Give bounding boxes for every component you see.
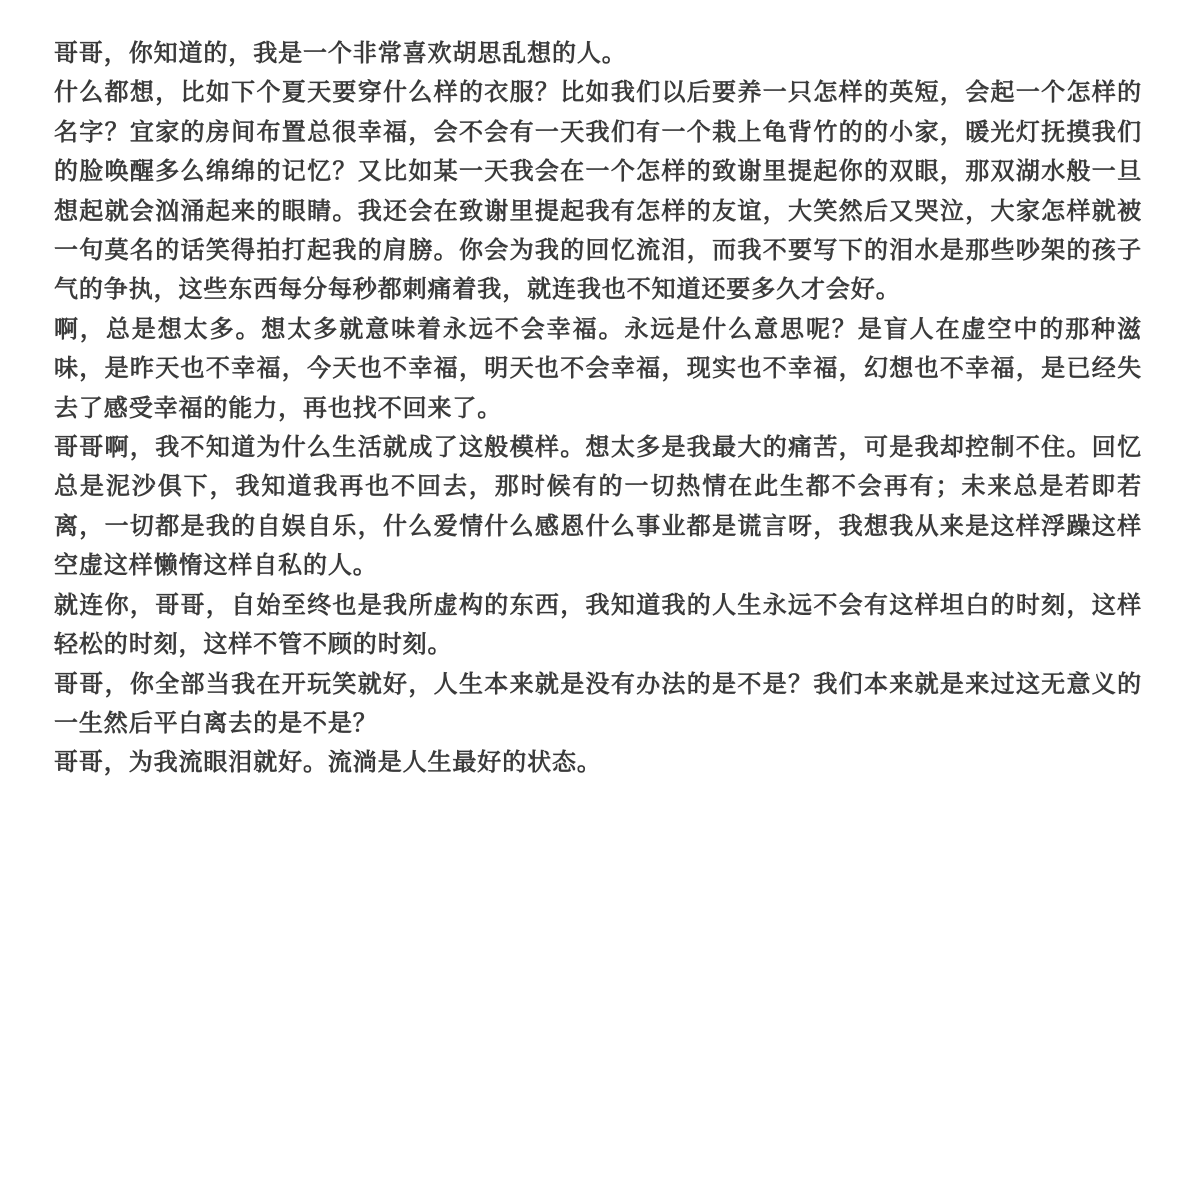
paragraph-3: 啊，总是想太多。想太多就意味着永远不会幸福。永远是什么意思呢？是盲人在虚空中的那种滋味，是昨天也不幸福，今天也不幸福，明天也不会幸福，现实也不幸福，幻想也不幸福，是已经失去了感受幸福的能力，再也找不回来了。 [54, 314, 1142, 422]
paragraph-7: 哥哥，为我流眼泪就好。流淌是人生最好的状态。 [54, 748, 602, 777]
paragraph-5: 就连你，哥哥，自始至终也是我所虚构的东西，我知道我的人生永远不会有这样坦白的时刻，这样轻松的时刻，这样不管不顾的时刻。 [54, 590, 1142, 659]
paragraph-2: 什么都想，比如下个夏天要穿什么样的衣服？比如我们以后要养一只怎样的英短，会起一个怎样的名字？宜家的房间布置总很幸福，会不会有一天我们有一个栽上龟背竹的的小家，暖光灯抚摸我们的脸唤醒多么绵绵的记忆？又比如某一天我会在一个怎样的致谢里提起你的双眼，那双湖水般一旦想起就会汹涌起来的眼睛。我还会在致谢里提起我有怎样的友谊，大笑然后又哭泣，大家怎样就被一句莫名的话笑得拍打起我的肩膀。你会为我的回忆流泪，而我不要写下的泪水是那些吵架的孩子气的争执，这些东西每分每秒都刺痛着我，就连我也不知道还要多久才会好。 [54, 78, 1142, 304]
paragraph-1: 哥哥，你知道的，我是一个非常喜欢胡思乱想的人。 [54, 39, 627, 67]
letter-body [54, 34, 1142, 783]
paragraph-4: 哥哥啊，我不知道为什么生活就成了这般模样。想太多是我最大的痛苦，可是我却控制不住。回忆总是泥沙俱下，我知道我再也不回去，那时候有的一切热情在此生都不会再有；未来总是若即若离，一切都是我的自娱自乐，什么爱情什么感恩什么事业都是谎言呀，我想我从来是这样浮躁这样空虚这样懒惰这样自私的人。 [54, 433, 1142, 580]
paragraph-6: 哥哥，你全部当我在开玩笑就好，人生本来就是没有办法的是不是？我们本来就是来过这无意义的一生然后平白离去的是不是？ [54, 669, 1142, 737]
